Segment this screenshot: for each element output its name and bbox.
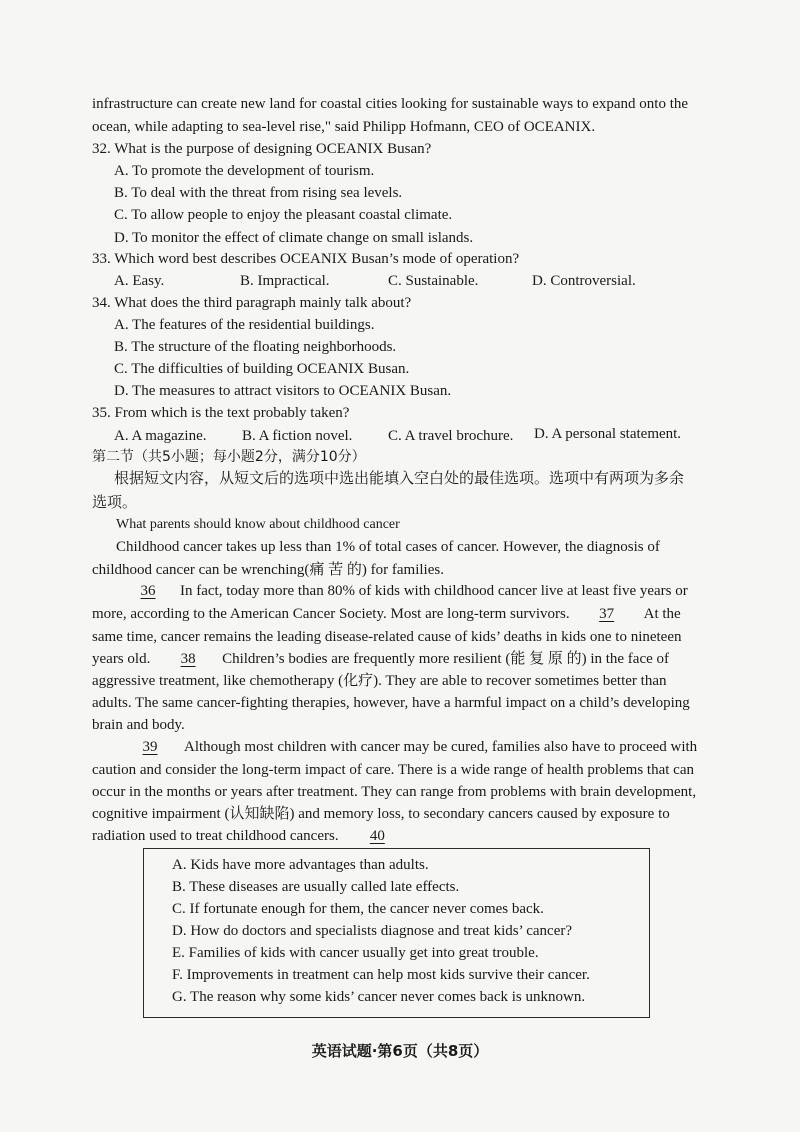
blank-36[interactable]: 36: [140, 583, 156, 599]
option-a: A. Kids have more advantages than adults.: [172, 857, 429, 873]
page-footer: 英语试题·第6页（共8页）: [311, 1042, 489, 1060]
section-2-instruction-2: 选项。: [92, 493, 138, 511]
question-34-option-a: A. The features of the residential buildings.: [114, 317, 375, 333]
passage-p2-line-7: brain and body.: [92, 717, 185, 733]
passage-p3-line-1: [116, 737, 697, 757]
question-33-stem: 33. Which word best describes OCEANIX Busan’s mode of operation?: [92, 251, 520, 267]
question-33-option-d: D. Controversial.: [532, 273, 636, 289]
option-c: C. If fortunate enough for them, the cancer never comes back.: [172, 901, 544, 917]
question-34-stem: 34. What does the third paragraph mainly talk about?: [92, 295, 412, 311]
passage-p2-line-2-tail: At the: [643, 606, 681, 622]
question-35-option-a: A. A magazine.: [114, 428, 207, 444]
option-d: D. How do doctors and specialists diagnose and treat kids’ cancer?: [172, 923, 573, 939]
passage-p1-line-2: childhood cancer can be wrenching(痛 苦 的) for families.: [92, 562, 444, 578]
section-2-instruction-1: 根据短文内容，从短文后的选项中选出能填入空白处的最佳选项。选项中有两项为多余: [114, 469, 685, 487]
blank-38[interactable]: 38: [180, 651, 196, 667]
question-34-option-d: D. The measures to attract visitors to OCEANIX Busan.: [114, 383, 452, 399]
blank-39[interactable]: 39: [142, 739, 158, 755]
question-34-option-c: C. The difficulties of building OCEANIX Busan.: [114, 361, 410, 377]
passage-p3-line-4: cognitive impairment (认知缺陷) and memory loss, to secondary cancers caused by exposure to: [92, 806, 670, 822]
option-b: B. These diseases are usually called late effects.: [172, 879, 460, 895]
options-box: [143, 848, 650, 1018]
passage-p3-line-5-text: radiation used to treat childhood cancers.: [92, 828, 339, 844]
passage-p2-line-3: same time, cancer remains the leading disease-related cause of kids’ deaths in kids one to nineteen: [92, 629, 682, 645]
option-e: E. Families of kids with cancer usually get into great trouble.: [172, 945, 539, 961]
passage-p2-line-5: aggressive treatment, like chemotherapy (化疗). They are able to recover sometimes better than: [92, 673, 667, 689]
passage-p3-line-5: [92, 826, 412, 846]
passage-title: What parents should know about childhood cancer: [116, 517, 400, 532]
passage-p2-line-4-tail: Children’s bodies are frequently more resilient (能 复 原 的) in the face of: [222, 651, 670, 667]
blank-40[interactable]: 40: [369, 828, 385, 844]
question-32-option-a: A. To promote the development of tourism.: [114, 163, 375, 179]
question-33-option-b: B. Impractical.: [240, 273, 330, 289]
option-f: F. Improvements in treatment can help most kids survive their cancer.: [172, 967, 590, 983]
question-32-stem: 32. What is the purpose of designing OCEANIX Busan?: [92, 141, 432, 157]
passage-p2-line-4: [92, 649, 669, 669]
passage-p2-line-1-text: In fact, today more than 80% of kids with childhood cancer live at least five years or: [180, 583, 688, 599]
passage-p2-line-1: [116, 581, 688, 601]
passage-p2-line-2-text: more, according to the American Cancer Society. Most are long-term survivors.: [92, 606, 570, 622]
intro-line-1: infrastructure can create new land for coastal cities looking for sustainable ways to expand onto the: [92, 96, 689, 112]
passage-p2-line-2: [92, 604, 681, 624]
passage-p2-line-4-text: years old.: [92, 651, 151, 667]
passage-p3-line-2: caution and consider the long-term impact of care. There is a wide range of health problems that can: [92, 762, 694, 778]
blank-37[interactable]: 37: [599, 606, 615, 622]
passage-p1-line-1: Childhood cancer takes up less than 1% of total cases of cancer. However, the diagnosis of: [116, 539, 660, 555]
question-35-option-d: D. A personal statement.: [534, 426, 682, 442]
question-35-option-b: B. A fiction novel.: [242, 428, 353, 444]
passage-p2-line-6: adults. The same cancer-fighting therapies, however, have a harmful impact on a child’s developing: [92, 695, 690, 711]
intro-line-2: ocean, while adapting to sea-level rise," said Philipp Hofmann, CEO of OCEANIX.: [92, 119, 596, 135]
question-32-option-d: D. To monitor the effect of climate change on small islands.: [114, 230, 474, 246]
question-33-option-a: A. Easy.: [114, 273, 165, 289]
question-34-option-b: B. The structure of the floating neighborhoods.: [114, 339, 397, 355]
section-2-heading: 第二节（共5小题；每小题2分，满分10分）: [92, 449, 366, 465]
passage-p3-line-3: occur in the months or years after treatment. They can range from problems with brain development,: [92, 784, 697, 800]
passage-p3-line-1-text: Although most children with cancer may be cured, families also have to proceed with: [184, 739, 698, 755]
question-33-option-c: C. Sustainable.: [388, 273, 479, 289]
question-32-option-c: C. To allow people to enjoy the pleasant coastal climate.: [114, 207, 453, 223]
question-35-option-c: C. A travel brochure.: [388, 428, 514, 444]
question-32-option-b: B. To deal with the threat from rising sea levels.: [114, 185, 403, 201]
option-g: G. The reason why some kids’ cancer never comes back is unknown.: [172, 989, 586, 1005]
question-35-stem: 35. From which is the text probably taken?: [92, 405, 350, 421]
